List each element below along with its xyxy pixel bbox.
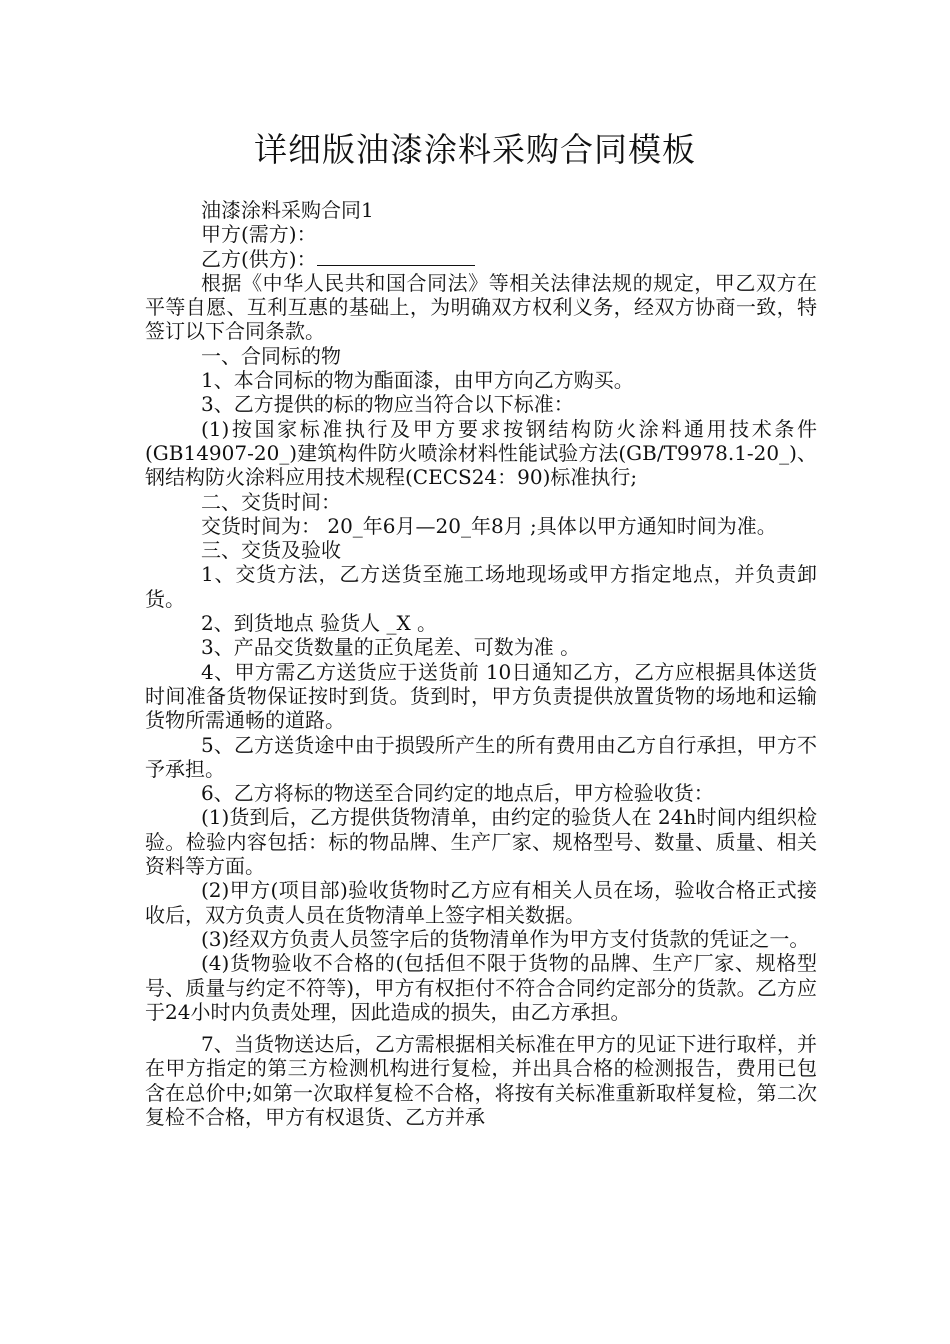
- paragraph-item: 3、产品交货数量的正负尾差、可数为准 。: [201, 635, 581, 660]
- section-heading-delivery-acceptance: 三、交货及验收: [201, 538, 341, 563]
- paragraph-contract-number: 油漆涂料采购合同1: [201, 198, 374, 222]
- paragraph-item: (3)经双方负责人员签字后的货物清单作为甲方支付货款的凭证之一。: [201, 926, 810, 951]
- paragraph-item: 1、交货方法，乙方送货至施工场地现场或甲方指定地点，并负责卸货。: [145, 562, 817, 611]
- paragraph-item: 7、当货物送达后，乙方需根据相关标准在甲方的见证下进行取样，并在甲方指定的第三方检测机构进行复检，并出具合格的检测报告，费用已包含在总价中;如第一次取样复检不合格，将按有关标准重新取样复检，第二次复检不合格，甲方有权退货、乙方并承: [145, 1032, 817, 1129]
- paragraph-item: 1、本合同标的物为酯面漆，由甲方向乙方购买。: [201, 368, 634, 393]
- paragraph-party-b: [145, 247, 817, 271]
- paragraph-item: 2、到货地点 验货人 _X 。: [201, 611, 438, 636]
- paragraph-item: 3、乙方提供的标的物应当符合以下标准：: [201, 392, 574, 417]
- section-heading-delivery-time: 二、交货时间：: [201, 489, 341, 514]
- paragraph-item: 交货时间为： 20_年6月—20_年8月 ;具体以甲方通知时间为准。: [201, 513, 777, 538]
- paragraph-item: 5、乙方送货途中由于损毁所产生的所有费用由乙方自行承担，甲方不予承担。: [145, 732, 817, 781]
- paragraph-item: (2)甲方(项目部)验收货物时乙方应有相关人员在场，验收合格正式接收后，双方负责人员在货物清单上签字相关数据。: [145, 878, 817, 927]
- paragraph-item: 6、乙方将标的物送至合同约定的地点后，甲方检验收货：: [201, 781, 714, 806]
- party-b-blank-line: [317, 247, 475, 266]
- document-body: [145, 198, 817, 1129]
- document-title: 详细版油漆涂料采购合同模板: [254, 130, 696, 169]
- section-heading-subject: 一、合同标的物: [201, 343, 341, 368]
- paragraph-item: (1)货到后，乙方提供货物清单，由约定的验货人在 24h时间内组织检验。检验内容包括：标的物品牌、生产厂家、规格型号、数量、质量、相关资料等方面。: [145, 805, 817, 879]
- paragraph-party-a: 甲方(需方)：: [201, 222, 317, 247]
- paragraph-preamble: 根据《中华人民共和国合同法》等相关法律法规的规定，甲乙双方在平等自愿、互利互惠的基础上，为明确双方权利义务，经双方协商一致，特签订以下合同条款。: [145, 270, 817, 344]
- paragraph-item: 4、甲方需乙方送货应于送货前 10日通知乙方，乙方应根据具体送货时间准备货物保证按时到货。货到时，甲方负责提供放置货物的场地和运输货物所需通畅的道路。: [145, 659, 817, 733]
- party-b-label: 乙方(供方)：: [201, 246, 317, 271]
- paragraph-item: (4)货物验收不合格的(包括但不限于货物的品牌、生产厂家、规格型号、质量与约定不符等)，甲方有权拒付不符合合同约定部分的货款。乙方应于24小时内负责处理，因此造成的损失，由乙方承担。: [145, 951, 817, 1024]
- paragraph-gap: [145, 1024, 817, 1032]
- paragraph-item: (1)按国家标准执行及甲方要求按钢结构防火涂料通用技术条件(GB14907-20_)建筑构件防火喷涂材料性能试验方法(GB/T9978.1-20_)、钢结构防火涂料应用技术规程(CECS24：90)标准执行;: [145, 416, 817, 490]
